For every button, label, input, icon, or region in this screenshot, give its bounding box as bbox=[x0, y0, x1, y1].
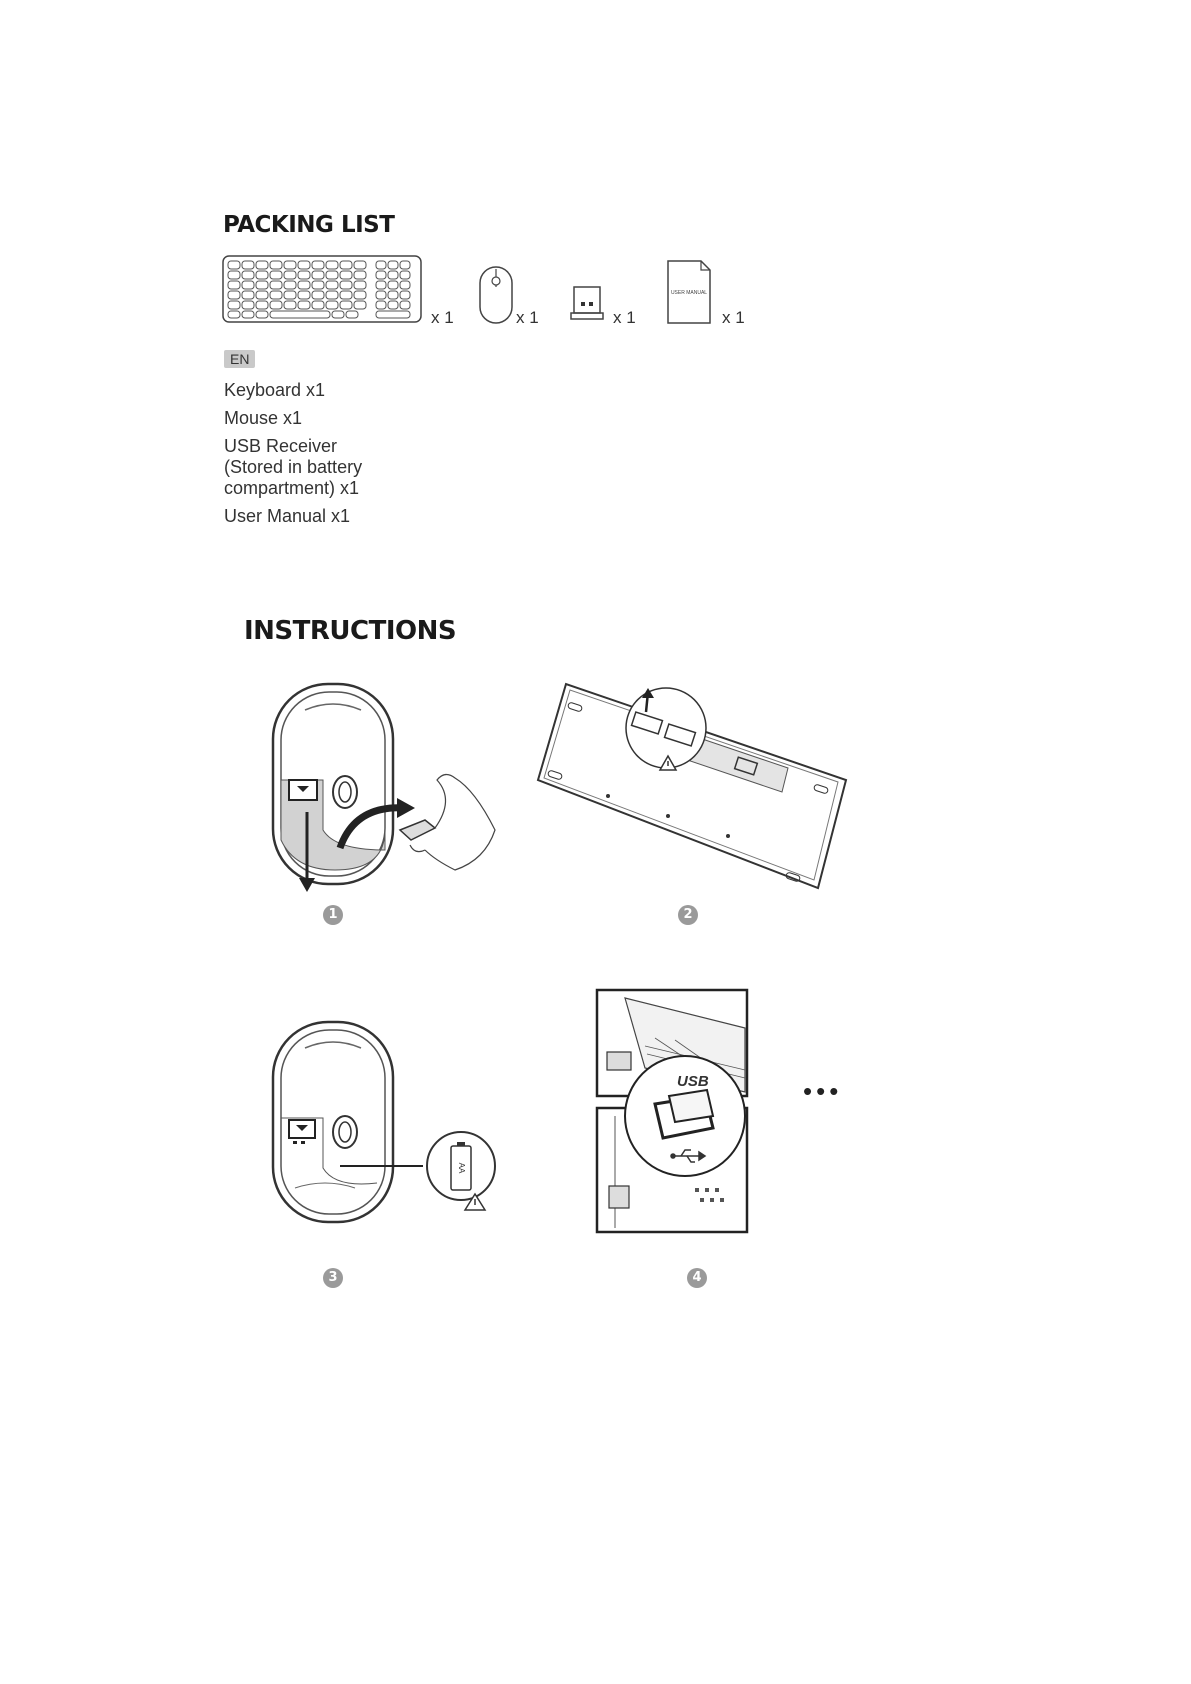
packing-item-receiver-note-2: compartment) x1 bbox=[224, 478, 360, 498]
keyboard-icon bbox=[222, 255, 422, 325]
user-manual-cover-text: USER MANUAL bbox=[670, 290, 708, 296]
packing-list-title: PACKING LIST bbox=[223, 212, 395, 238]
step4-usb-illustration bbox=[595, 988, 775, 1236]
packing-item-receiver: USB Receiver bbox=[224, 436, 338, 456]
packing-item-manual: User Manual x1 bbox=[224, 506, 351, 526]
language-badge: EN bbox=[224, 350, 255, 368]
mouse-quantity: x 1 bbox=[516, 308, 539, 327]
step3-battery-illustration bbox=[265, 1018, 505, 1238]
mouse-icon bbox=[478, 265, 514, 327]
battery-label: AA bbox=[457, 1162, 466, 1174]
manual-quantity: x 1 bbox=[722, 308, 745, 327]
user-manual-icon bbox=[667, 260, 711, 324]
usb-receiver-icon bbox=[570, 285, 606, 325]
step1-mouse-illustration bbox=[265, 680, 515, 900]
packing-item-receiver-note: (Stored in battery bbox=[224, 457, 363, 477]
step-number-2: 2 bbox=[678, 905, 698, 925]
receiver-quantity: x 1 bbox=[613, 308, 636, 327]
step-number-1: 1 bbox=[323, 905, 343, 925]
more-options-icon: ••• bbox=[803, 1076, 843, 1106]
step-number-4: 4 bbox=[687, 1268, 707, 1288]
packing-item-keyboard: Keyboard x1 bbox=[224, 380, 326, 400]
step-number-3: 3 bbox=[323, 1268, 343, 1288]
step2-keyboard-illustration bbox=[528, 680, 848, 900]
usb-label: USB bbox=[677, 1073, 709, 1090]
packing-item-mouse: Mouse x1 bbox=[224, 408, 303, 428]
instructions-title: INSTRUCTIONS bbox=[244, 616, 457, 646]
keyboard-quantity: x 1 bbox=[431, 308, 454, 327]
